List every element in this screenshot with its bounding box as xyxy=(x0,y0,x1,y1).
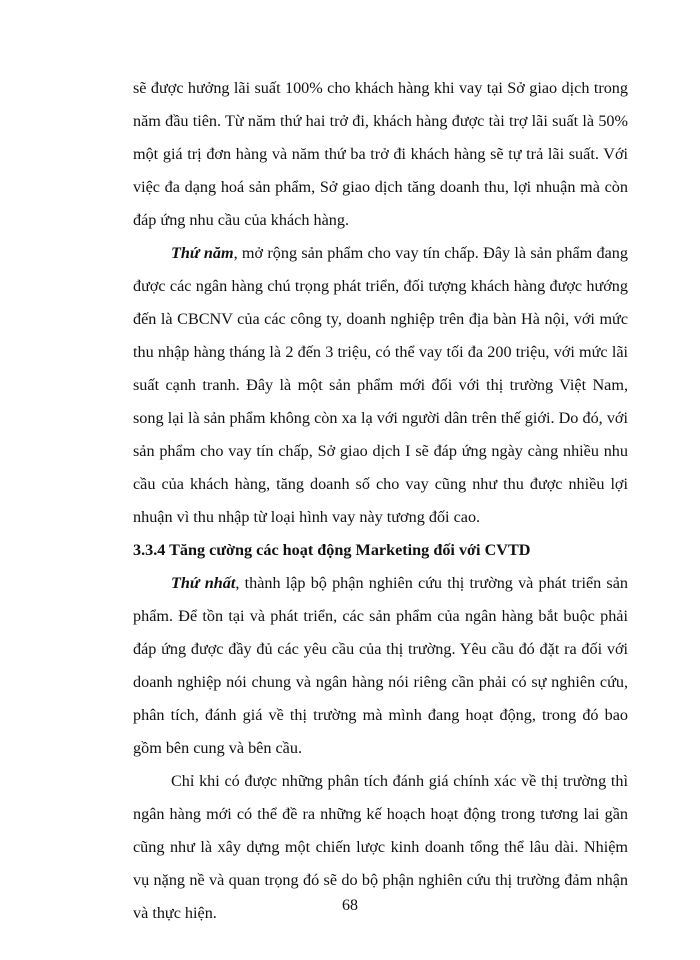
paragraph-body: , thành lập bộ phận nghiên cứu thị trường và phát triển sản phẩm. Để tồn tại và phát triển, các sản phẩm của ngân hàng bắt buộc phải đáp ứng được đầy đủ các yêu cầu của thị trường. Yêu cầu đó đặt ra đối với doanh nghiệp nói chung và ngân hàng nói riêng cần phải có sự nghiên cứu, phân tích, đánh giá về thị trường mà mình đang hoạt động, trong đó bao gồm bên cung và bên cầu. xyxy=(133,574,629,757)
section-heading: 3.3.4 Tăng cường các hoạt động Marketing đối với CVTD xyxy=(133,541,531,559)
page-body xyxy=(133,72,628,930)
lead-in-thu-nhat: Thứ nhất xyxy=(171,574,236,592)
lead-in-thu-nam: Thứ năm xyxy=(171,244,234,262)
paragraph-fifth-unsecured-loan xyxy=(133,237,628,534)
page-number: 68 xyxy=(342,897,358,914)
paragraph-body: , mở rộng sản phẩm cho vay tín chấp. Đây là sản phẩm đang được các ngân hàng chú trọng phát triển, đối tượng khách hàng được hướng đến là CBCNV của các công ty, doanh nghiệp trên địa bàn Hà nội, với mức thu nhập hàng tháng là 2 đến 3 triệu, có thể vay tối đa 200 triệu, với mức lãi suất cạnh tranh. Đây là một sản phẩm mới đối với thị trường Việt Nam, song lại là sản phẩm không còn xa lạ với người dân trên thế giới. Do đó, với sản phẩm cho vay tín chấp, Sở giao dịch I sẽ đáp ứng ngày càng nhiều nhu cầu của khách hàng, tăng doanh số cho vay cũng như thu được nhiều lợi nhuận vì thu nhập từ loại hình vay này tương đối cao. xyxy=(133,244,628,526)
paragraph-loan-interest: sẽ được hưởng lãi suất 100% cho khách hàng khi vay tại Sở giao dịch trong năm đầu tiên. Từ năm thứ hai trở đi, khách hàng được tài trợ lãi suất là 50% một giá trị đơn hàng và năm thứ ba trở đi khách hàng sẽ tự trả lãi suất. Với việc đa dạng hoá sản phẩm, Sở giao dịch tăng doanh thu, lợi nhuận mà còn đáp ứng nhu cầu của khách hàng. xyxy=(133,79,628,229)
paragraph-first-market-research xyxy=(133,567,628,765)
paragraph-market-analysis: Chỉ khi có được những phân tích đánh giá chính xác về thị trường thì ngân hàng mới có thể đề ra những kế hoạch hoạt động trong tương lai gần cũng như là xây dựng một chiến lược kinh doanh tổng thể lâu dài. Nhiệm vụ nặng nề và quan trọng đó sẽ do bộ phận nghiên cứu thị trường đảm nhận và thực hiện. xyxy=(133,772,628,922)
